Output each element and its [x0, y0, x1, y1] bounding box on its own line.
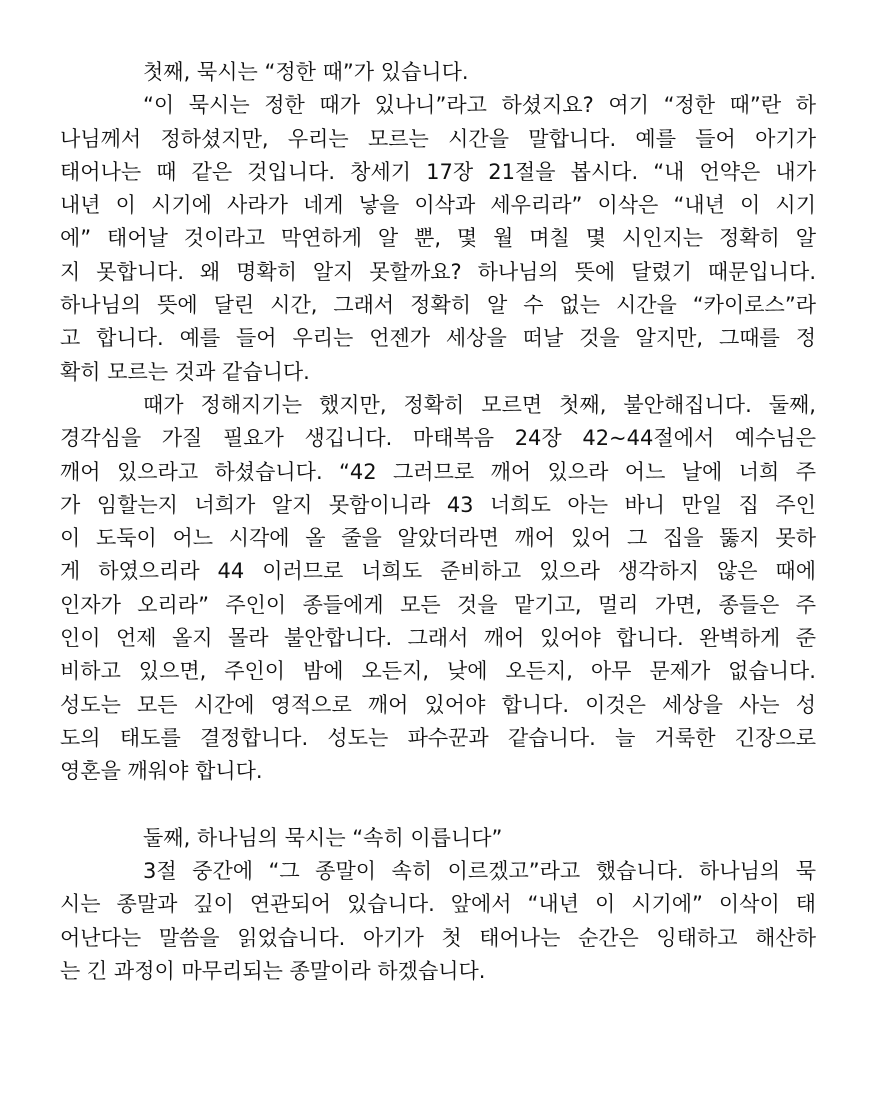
- paragraph-line: 고 합니다. 예를 들어 우리는 언젠가 세상을 떠날 것을 알지만, 그때를 정: [60, 326, 816, 351]
- section-heading: 둘째, 하나님의 묵시는 “속히 이릅니다”: [143, 825, 503, 850]
- paragraph-line: 지 못합니다. 왜 명확히 알지 못할까요? 하나님의 뜻에 달렸기 때문입니다.: [60, 259, 816, 284]
- paragraph-line: “이 묵시는 정한 때가 있나니”라고 하셨지요? 여기 “정한 때”란 하: [143, 93, 816, 118]
- paragraph-line: 가 임할는지 너희가 알지 못함이니라 43 너희도 아는 바니 만일 집 주인: [60, 492, 816, 517]
- paragraph-line: 는 긴 과정이 마무리되는 종말이라 하겠습니다.: [60, 959, 486, 984]
- document-page: [60, 56, 816, 988]
- paragraph-line: 3절 중간에 “그 종말이 속히 이르겠고”라고 했습니다. 하나님의 묵: [143, 859, 816, 884]
- paragraph-line: 인자가 오리라” 주인이 종들에게 모든 것을 맡기고, 멀리 가면, 종들은 주: [60, 592, 816, 617]
- paragraph-line: 성도는 모든 시간에 영적으로 깨어 있어야 합니다. 이것은 세상을 사는 성: [60, 692, 816, 717]
- paragraph-line: 영혼을 깨워야 합니다.: [60, 759, 263, 784]
- paragraph-line: 비하고 있으면, 주인이 밤에 오든지, 낮에 오든지, 아무 문제가 없습니다.: [60, 659, 816, 684]
- paragraph-line: 어난다는 말씀을 읽었습니다. 아기가 첫 태어나는 순간은 잉태하고 해산하: [60, 925, 816, 950]
- paragraph-line: 깨어 있으라고 하셨습니다. “42 그러므로 깨어 있으라 어느 날에 너희 주: [60, 459, 816, 484]
- paragraph-line: 이 도둑이 어느 시각에 올 줄을 알았더라면 깨어 있어 그 집을 뚫지 못하: [60, 526, 816, 551]
- section-heading: 첫째, 묵시는 “정한 때”가 있습니다.: [143, 60, 469, 84]
- paragraph-line: 하나님의 뜻에 달린 시간, 그래서 정확히 알 수 없는 시간을 “카이로스”라: [60, 293, 816, 318]
- paragraph-line: 나님께서 정하셨지만, 우리는 모르는 시간을 말합니다. 예를 들어 아기가: [60, 126, 816, 151]
- paragraph-line: 도의 태도를 결정합니다. 성도는 파수꾼과 같습니다. 늘 거룩한 긴장으로: [60, 725, 816, 750]
- paragraph-line: 때가 정해지기는 했지만, 정확히 모르면 첫째, 불안해집니다. 둘째,: [143, 392, 816, 417]
- paragraph-line: 인이 언제 올지 몰라 불안합니다. 그래서 깨어 있어야 합니다. 완벽하게 준: [60, 626, 816, 651]
- paragraph-line: 에” 태어날 것이라고 막연하게 알 뿐, 몇 월 며칠 몇 시인지는 정확히 알: [60, 226, 816, 251]
- paragraph-line: 시는 종말과 깊이 연관되어 있습니다. 앞에서 “내년 이 시기에” 이삭이 태: [60, 892, 816, 917]
- blank-line: [60, 789, 816, 822]
- paragraph-line: 확히 모르는 것과 같습니다.: [60, 359, 310, 384]
- paragraph-line: 내년 이 시기에 사라가 네게 낳을 이삭과 세우리라” 이삭은 “내년 이 시기: [60, 193, 816, 218]
- paragraph-line: 경각심을 가질 필요가 생깁니다. 마태복음 24장 42~44절에서 예수님은: [60, 426, 816, 451]
- paragraph-line: 게 하였으리라 44 이러므로 너희도 준비하고 있으라 생각하지 않은 때에: [60, 559, 816, 584]
- paragraph-line: 태어나는 때 같은 것입니다. 창세기 17장 21절을 봅시다. “내 언약은 내가: [60, 159, 816, 184]
